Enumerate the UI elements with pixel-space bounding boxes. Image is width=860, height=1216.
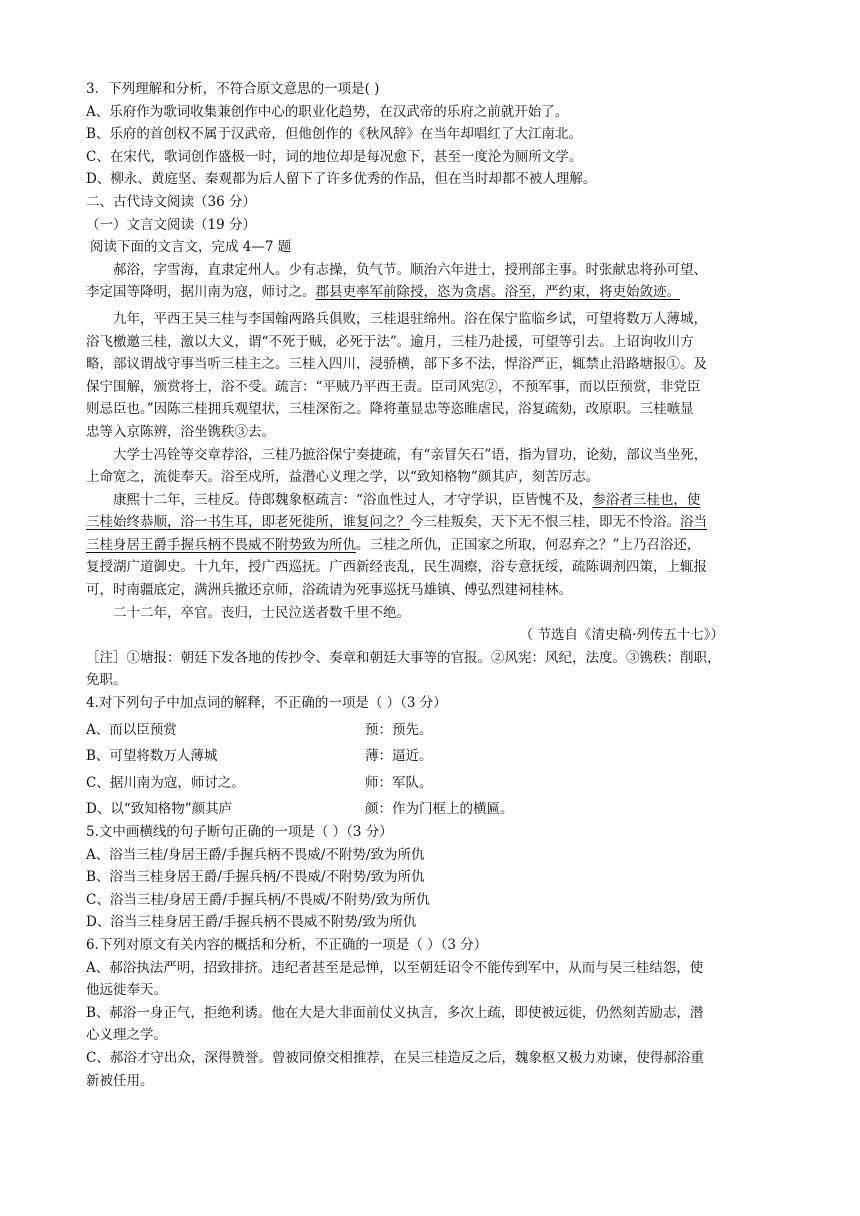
passage-source: （ 节选自《清史稿·列传五十七》） — [519, 627, 724, 644]
q5-option-d: D、浴当三桂身居王爵/手握兵柄不畏威不附势/致为所仇 — [86, 914, 417, 931]
passage-line: 浴飞檄邀三桂，激以大义，谓“不死于贼，必死于法”。逾月，三桂乃赴援，可望等引去。上诏询收川方 — [86, 333, 694, 350]
underlined-sentence: 浴当 — [680, 514, 707, 531]
passage-paragraph-2: 九年，平西王吴三桂与李国翰两路兵俱败，三桂退驻绵州。浴在保宁监临乡试，可望将数万人薄城， — [113, 310, 707, 327]
q6-option-b: B、郝浴一身正气，拒绝利诱。他在大是大非面前仗义执言，多次上疏，即使被远徙，仍然刻苦励志，潜 — [86, 1004, 704, 1021]
passage-line: 忠等入京陈辨，浴坐镌秩③去。 — [86, 423, 275, 440]
q3-stem: 3．下列理解和分析，不符合原文意思的一项是( ) — [86, 81, 380, 97]
option-sentence: A、而以臣预赏 — [86, 721, 177, 738]
q6-option-b-cont: 心义理之学。 — [86, 1027, 167, 1044]
underlined-sentence: 三桂身居王爵手握兵柄不畏威不附势致为所仇 — [86, 536, 356, 553]
option-sentence: C、据川南为寇，师讨之。 — [86, 774, 245, 791]
underlined-sentence: 三桂始终恭顺，浴一书生耳，即老死徙所，谁复问之？ — [86, 514, 410, 531]
passage-paragraph-3: 大学士冯铨等交章荐浴，三桂乃摭浴保宁奏捷疏，有“亲冒矢石”语，指为冒功，论劾，部议当坐死， — [113, 446, 708, 463]
option-sentence: B、可望将数万人薄城 — [86, 748, 218, 765]
option-gloss: 薄：逼近。 — [365, 748, 433, 765]
q4-option-c — [86, 772, 780, 795]
underlined-sentence: 参浴者三桂也，使 — [592, 491, 701, 508]
passage-note: ［注］①塘报：朝廷下发各地的传抄令、奏章和朝廷大事等的官报。②风宪：风纪，法度。③镌秩：削职， — [86, 649, 721, 666]
section-title: 二、古代诗文阅读（36 分） — [86, 193, 256, 210]
passage-note-cont: 免职。 — [86, 672, 127, 689]
passage-paragraph-5: 二十二年，卒官。丧归，士民泣送者数千里不绝。 — [113, 604, 410, 621]
q4-option-d — [86, 798, 780, 821]
underlined-sentence: 郡县吏率军前除授，恣为贪虐。浴至，严约束，将吏始敛迹。 — [315, 284, 680, 301]
passage-line: 三桂始终恭顺，浴一书生耳，即老死徙所，谁复问之？今三桂叛矣，天下无不恨三桂，即无不怜浴。浴当 — [86, 514, 707, 531]
q6-option-a: A、郝浴执法严明，招致排挤。违纪者甚至是忌惮，以至朝廷诏令不能传到军中，从而与吴三桂结怨，使 — [86, 959, 704, 976]
subsection-title: （一）文言文阅读（19 分） — [86, 216, 256, 233]
exam-page — [86, 78, 780, 1092]
q6-option-c: C、郝浴才守出众，深得赞誉。曾被同僚交相推荐，在吴三桂造反之后，魏象枢又极力劝谏，使得郝浴重 — [86, 1049, 704, 1066]
passage-paragraph-1: 郝浴，字雪海，直隶定州人。少有志操，负气节。顺治六年进士，授刑部主事。时张献忠将孙可望、 — [113, 261, 707, 278]
passage-paragraph-1-cont: 李定国等降明，据川南为寇，师讨之。郡县吏率军前除授，恣为贪虐。浴至，严约束，将吏始敛迹。 — [86, 284, 680, 301]
q4-option-b — [86, 745, 780, 768]
reading-instruction: 阅读下面的文言文，完成 4—7 题 — [90, 239, 292, 256]
option-sentence: D、以“致知格物”颜其庐 — [86, 801, 233, 818]
passage-line: 上命宽之，流徙奉天。浴至戍所，益潜心义理之学，以“致知格物”颜其庐，刻苦厉志。 — [86, 469, 600, 486]
q3-option-d: D、柳永、黄庭坚、秦观都为后人留下了许多优秀的作品，但在当时却都不被人理解。 — [86, 171, 597, 188]
passage-line: 三桂身居王爵手握兵柄不畏威不附势致为所仇。三桂之所仇，正国家之所取，何忍弃之？”上乃召浴还， — [86, 536, 701, 553]
q3-option-b: B、乐府的首创权不属于汉武帝，但他创作的《秋风辞》在当年却唱红了大江南北。 — [86, 126, 582, 143]
q4-option-a — [86, 719, 780, 742]
passage-line: 复授湖广道御史。十九年，授广西巡抚。广西新经丧乱，民生凋瘵，浴专意抚绥，疏陈调剂四策，上辄报 — [86, 559, 707, 576]
q6-stem: 6.下列对原文有关内容的概括和分析，不正确的一项是（ ）（3 分） — [86, 936, 488, 953]
option-gloss: 预：预先。 — [365, 721, 433, 738]
passage-line: 则忌臣也。”因陈三桂拥兵观望状，三桂深衔之。降将董显忠等恣睢虐民，浴复疏劾，改原职。三桂嗾显 — [86, 401, 694, 418]
option-gloss: 颜：作为门框上的横匾。 — [365, 801, 514, 818]
passage-paragraph-4: 康熙十二年，三桂反。侍郎魏象枢疏言：“浴血性过人，才守学识，臣皆愧不及，参浴者三桂也，使 — [113, 491, 701, 508]
q5-option-a: A、浴当三桂/身居王爵/手握兵柄不畏威/不附势/致为所仇 — [86, 846, 425, 863]
q3-option-a: A、乐府作为歌词收集兼创作中心的职业化趋势，在汉武帝的乐府之前就开始了。 — [86, 103, 569, 120]
option-gloss: 师：军队。 — [365, 774, 433, 791]
q5-option-c: C、浴当三桂/身居王爵/手握兵柄/不畏威/不附势/致为所仇 — [86, 891, 430, 908]
passage-line: 保宁围解，颁赏将士，浴不受。疏言：“平贼乃平西王责。臣司风宪②，不预军事，而以臣预赏，非党臣 — [86, 378, 701, 395]
q4-stem: 4.对下列句子中加点词的解释，不正确的一项是（ ）（3 分） — [86, 695, 447, 712]
q5-stem: 5.文中画横线的句子断句正确的一项是（ ）（3 分） — [86, 824, 393, 840]
passage-line: 略，部议谓战守事当听三桂主之。三桂入四川，浸骄横，部下多不法，悍浴严正，辄禁止沿路塘报①。及 — [86, 356, 707, 373]
passage-line: 可，时南疆底定，满洲兵撤还京师，浴疏请为死事巡抚马雄镇、傅弘烈建祠桂林。 — [86, 582, 572, 599]
q3-option-c: C、在宋代，歌词创作盛极一时，词的地位却是每况愈下，甚至一度沦为厕所文学。 — [86, 148, 583, 165]
q6-option-a-cont: 他远徙奉天。 — [86, 982, 167, 999]
q5-option-b: B、浴当三桂身居王爵/手握兵柄/不畏威/不附势/致为所仇 — [86, 869, 425, 886]
q6-option-c-cont: 新被任用。 — [86, 1072, 154, 1089]
